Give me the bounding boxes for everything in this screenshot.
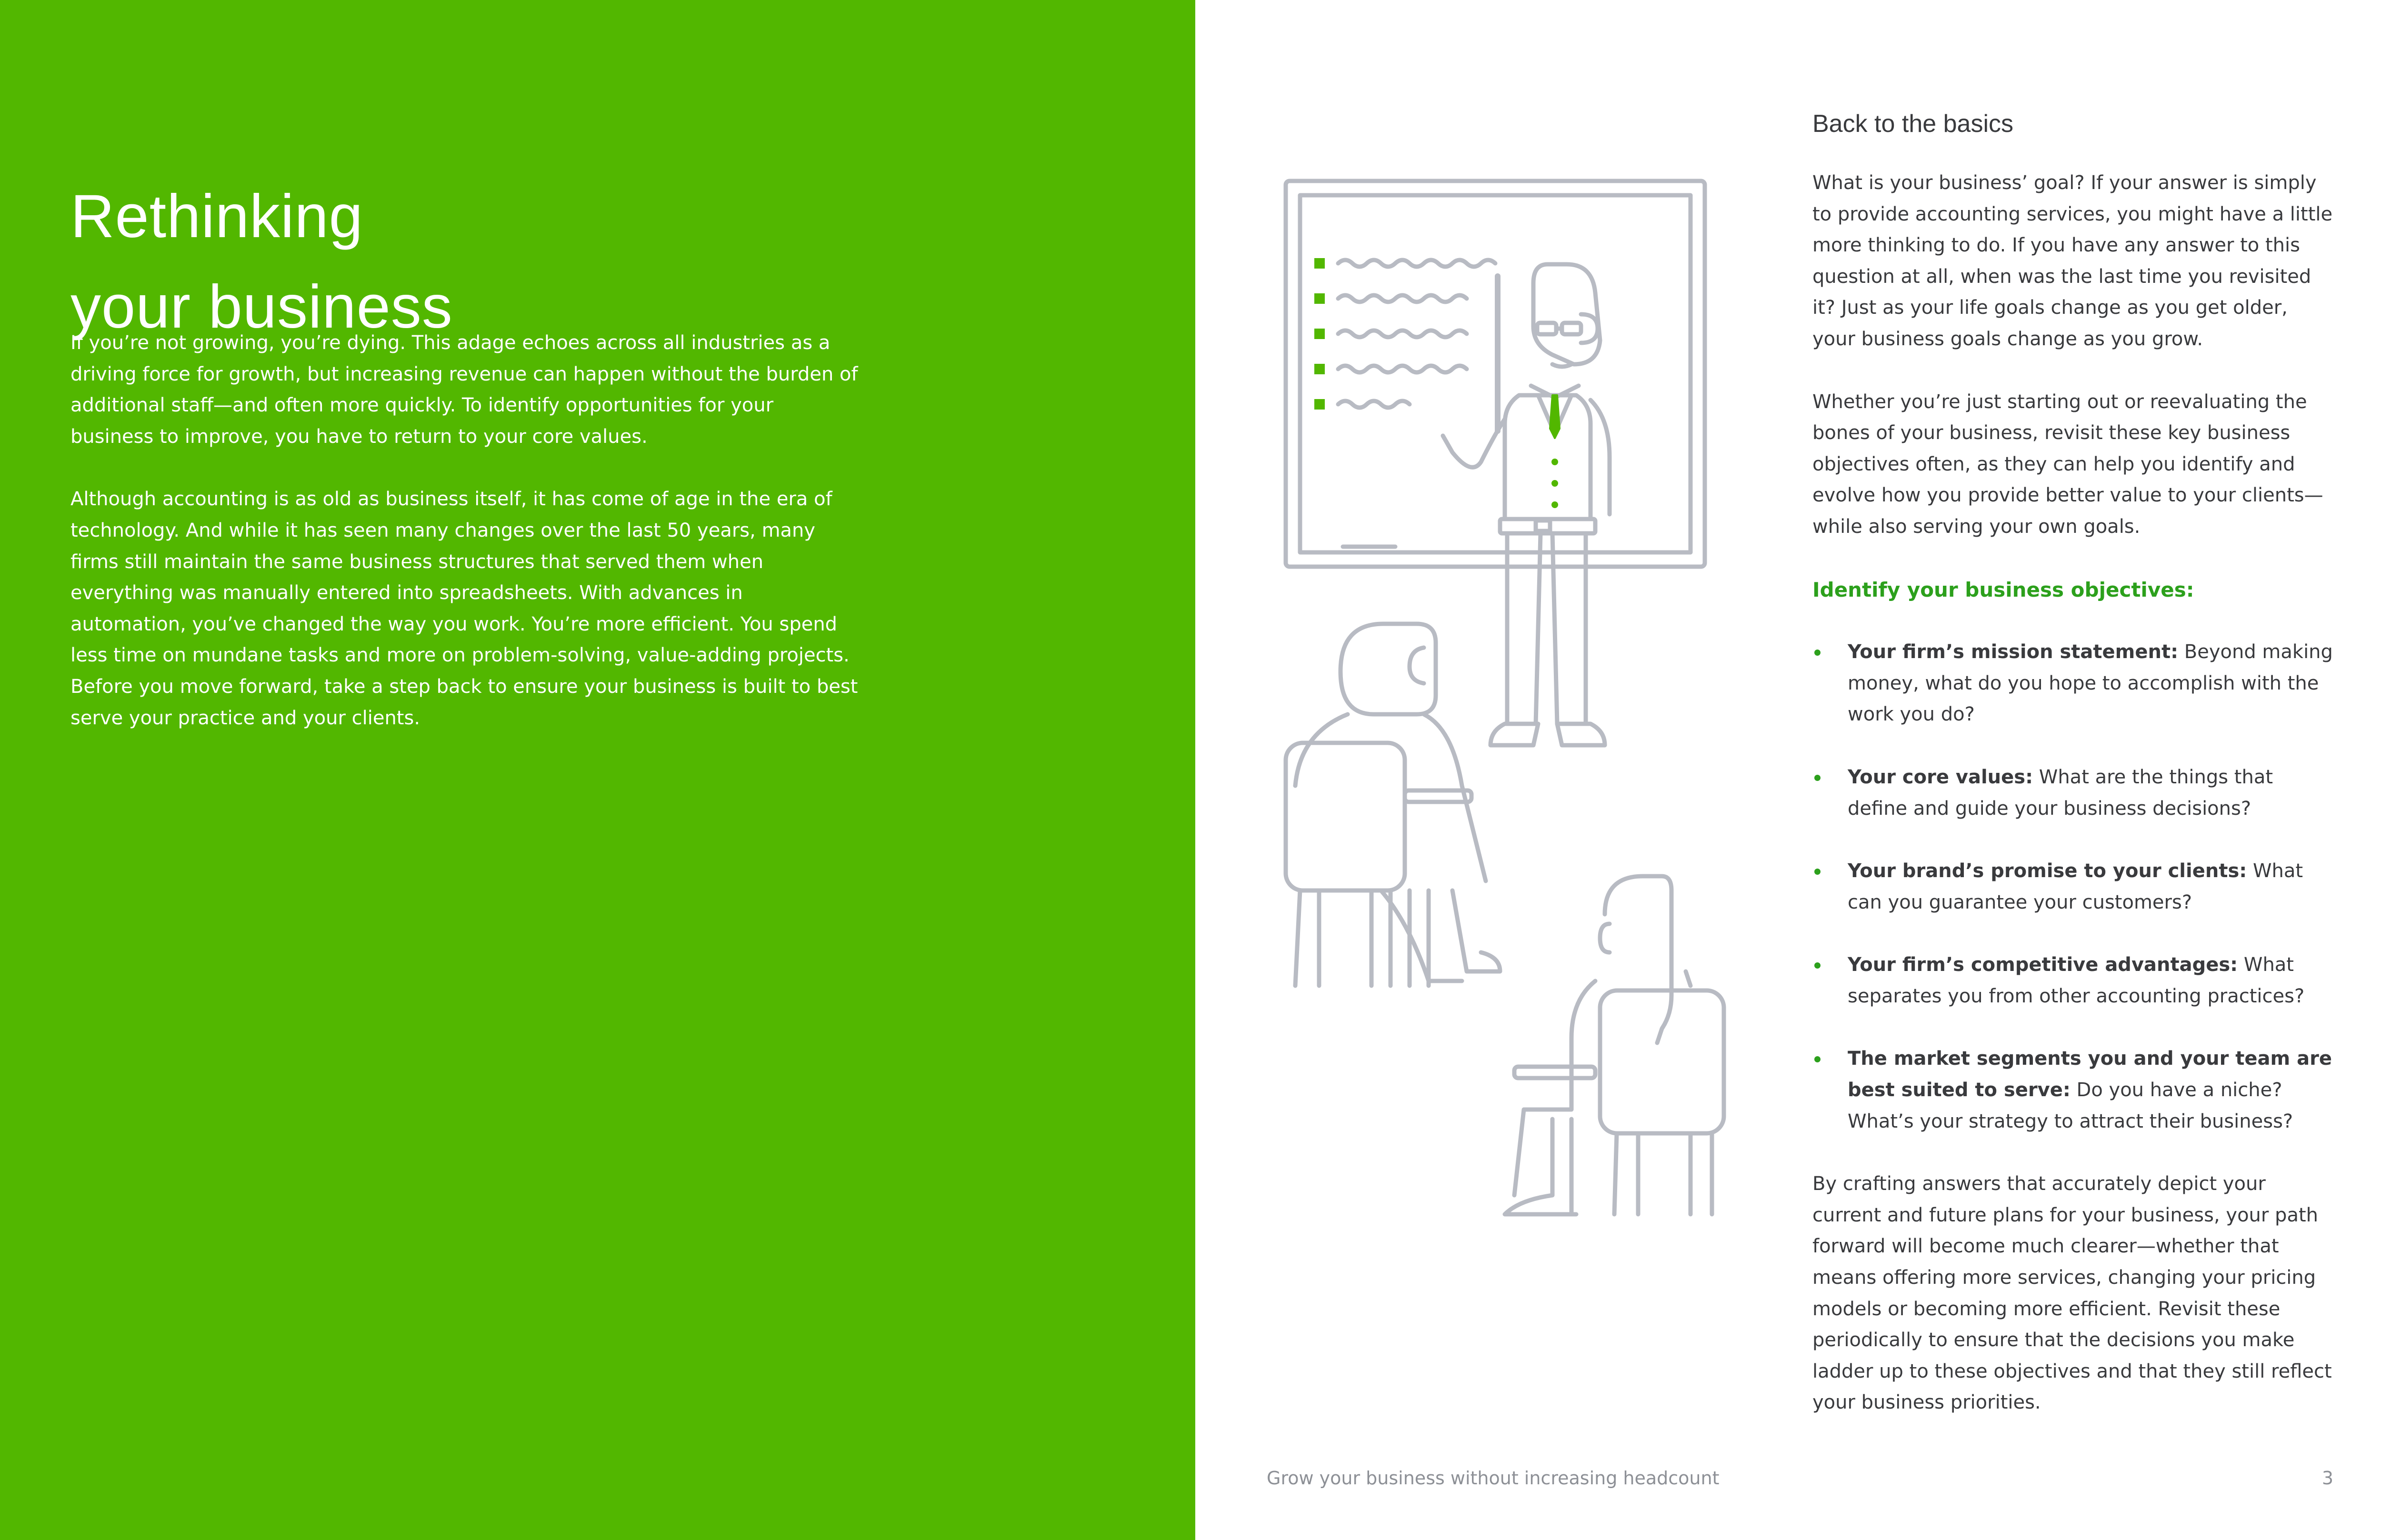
page-number: 3 <box>2321 1468 2333 1489</box>
objective-term: The market segments you and your team are best suited to serve: <box>1848 1048 2332 1101</box>
footer-title: Grow your business without increasing headcount <box>1267 1468 1720 1489</box>
objective-text: What can you guarantee your customers? <box>1848 860 2303 913</box>
objective-text: Beyond making money, what do you hope to accomplish with the work you do? <box>1848 641 2333 726</box>
objectives-list <box>1812 637 2336 1137</box>
objective-text: Do you have a niche? What’s your strategy to attract their business? <box>1848 1079 2293 1132</box>
list-item <box>1812 637 2336 730</box>
bullet-icon <box>1814 650 1821 656</box>
right-column <box>1812 109 2336 1450</box>
bullet-icon <box>1814 869 1821 875</box>
list-item <box>1812 950 2336 1012</box>
bullet-icon <box>1814 775 1821 781</box>
objective-term: Your core values: <box>1848 766 2033 788</box>
basics-paragraph-2: Whether you’re just starting out or reevaluating the bones of your business, revisit these key business objectives often, as they can help you identify and evolve how you provide better value to your clients—while also serving your own goals. <box>1812 390 2323 538</box>
presentation-illustration-icon <box>1267 171 1771 1219</box>
objectives-heading: Identify your business objectives: <box>1812 578 2194 601</box>
basics-paragraph-1: What is your business’ goal? If your answer is simply to provide accounting services, you might have a little more thinking to do. If you have any answer to this question at all, when was the last time you revisited it? Just as your life goals change as you get older, your business goals change as you grow. <box>1812 172 2333 350</box>
seated-person-2 <box>1505 876 1724 1214</box>
page-title-line-1: Rethinking <box>70 182 363 250</box>
seated-person-1 <box>1286 624 1500 986</box>
bullet-icon <box>1814 1056 1821 1062</box>
objective-term: Your firm’s mission statement: <box>1848 641 2179 663</box>
objective-text: What are the things that define and guide your business decisions? <box>1848 766 2273 820</box>
objective-term: Your firm’s competitive advantages: <box>1848 954 2238 976</box>
intro-text <box>70 328 861 765</box>
intro-paragraph-2: Although accounting is as old as business itself, it has come of age in the era of technology. And while it has seen many changes over the last 50 years, many firms still maintain the same business structures that served them when everything was manually entered into spreadsheets. With advances in automation, you’ve changed the way you work. You’re more efficient. You spend less time on mundane tasks and more on problem-solving, value-adding projects. Before you move forward, take a step back to ensure your business is built to best serve your practice and your clients. <box>70 488 858 729</box>
list-item <box>1812 1043 2336 1137</box>
presenter-figure <box>1443 264 1610 745</box>
objective-term: Your brand’s promise to your clients: <box>1848 860 2247 882</box>
objective-text: What separates you from other accounting practices? <box>1848 954 2305 1007</box>
intro-paragraph-1: If you’re not growing, you’re dying. This adage echoes across all industries as a driving force for growth, but increasing revenue can happen without the burden of additional staff—and often more quickly. To identify opportunities for your business to improve, you have to return to your core values. <box>70 332 858 448</box>
board-list <box>1314 258 1495 410</box>
section-title: Back to the basics <box>1812 110 2013 138</box>
bullet-icon <box>1814 962 1821 969</box>
list-item <box>1812 762 2336 824</box>
list-item <box>1812 856 2336 918</box>
page-title <box>70 171 975 352</box>
closing-paragraph: By crafting answers that accurately depict your current and future plans for your business, your path forward will become much clearer—whether that means offering more services, changing your pricing models or becoming more efficient. Revisit these periodically to ensure that the decisions you make ladder up to these objectives and that they still reflect your business priorities. <box>1812 1173 2332 1414</box>
page-title-line-2: your business <box>70 273 453 341</box>
